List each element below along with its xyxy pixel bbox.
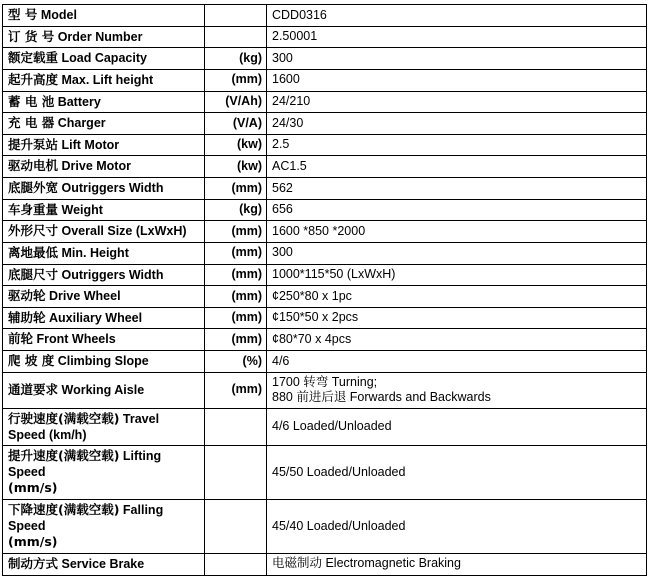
- row-label-en: Outriggers Width: [61, 181, 164, 195]
- row-label-cn: 充 电 器: [8, 115, 55, 131]
- row-unit: (kw): [205, 134, 267, 156]
- row-label: [3, 26, 205, 48]
- table-row: [3, 307, 647, 329]
- table-row: [3, 69, 647, 91]
- row-label-en: Weight: [61, 202, 103, 217]
- row-value: 4/6 Loaded/Unloaded: [267, 408, 647, 445]
- row-label-en: Auxiliary Wheel: [49, 310, 143, 325]
- row-value: 45/40 Loaded/Unloaded: [267, 500, 647, 554]
- row-label-cn: 制动方式: [8, 555, 59, 571]
- row-label-en: Max. Lift height: [61, 72, 154, 87]
- row-label: [3, 264, 205, 286]
- row-label: [3, 307, 205, 329]
- table-row: [3, 91, 647, 113]
- row-unit: (mm): [205, 264, 267, 286]
- row-value: 1600: [267, 69, 647, 91]
- row-label: [3, 553, 205, 575]
- row-label-unit-cn: (mm/s): [8, 534, 58, 550]
- row-unit: (mm): [205, 178, 267, 200]
- row-label: [3, 242, 205, 264]
- row-label-cn: 订 货 号: [8, 28, 55, 44]
- row-label-en: Min. Height: [61, 245, 129, 260]
- row-unit: (mm): [205, 286, 267, 308]
- table-row: [3, 221, 647, 243]
- row-value: 24/30: [267, 113, 647, 135]
- row-label-en: Lifting Speed: [8, 449, 162, 479]
- row-unit: (kg): [205, 48, 267, 70]
- row-value: 2.5: [267, 134, 647, 156]
- table-row: [3, 372, 647, 408]
- specification-table: [2, 4, 647, 576]
- row-unit: (kw): [205, 156, 267, 178]
- table-row: [3, 408, 647, 445]
- row-label: [3, 134, 205, 156]
- row-label-en: Service Brake: [61, 556, 145, 571]
- row-label-cn: 提升速度(满载空载): [8, 448, 120, 464]
- row-label-en: Outriggers Width: [61, 267, 164, 282]
- row-unit: [205, 500, 267, 554]
- row-unit: [205, 553, 267, 575]
- row-value-line: 1700 转弯 Turning;: [272, 374, 378, 389]
- row-value: 45/50 Loaded/Unloaded: [267, 446, 647, 500]
- row-label-en: Battery: [57, 94, 101, 109]
- row-value: [267, 372, 647, 408]
- row-label-cn: 驱动轮: [8, 288, 46, 304]
- row-value-line: 880 前进后退 Forwards and Backwards: [272, 390, 491, 405]
- row-unit: (mm): [205, 69, 267, 91]
- row-label-cn: 离地最低: [8, 244, 59, 260]
- row-value: 电磁制动 Electromagnetic Braking: [267, 553, 647, 575]
- row-label-cn: 外形尺寸: [8, 223, 59, 239]
- row-label-en: Load Capacity: [61, 51, 147, 66]
- table-row: [3, 286, 647, 308]
- row-value: 24/210: [267, 91, 647, 113]
- table-row: [3, 553, 647, 575]
- row-label: [3, 329, 205, 351]
- row-value: 562: [267, 178, 647, 200]
- row-value: AC1.5: [267, 156, 647, 178]
- row-unit: [205, 408, 267, 445]
- row-value: 300: [267, 242, 647, 264]
- row-label-cn: 前轮: [8, 331, 34, 347]
- table-row: [3, 446, 647, 500]
- row-label-unit-cn: (mm/s): [8, 480, 58, 496]
- row-unit: (mm): [205, 221, 267, 243]
- row-unit: (%): [205, 351, 267, 373]
- row-label-cn: 行驶速度(满载空载): [8, 410, 120, 426]
- row-value: 1600 *850 *2000: [267, 221, 647, 243]
- row-value: ¢150*50 x 2pcs: [267, 307, 647, 329]
- row-value: ¢80*70 x 4pcs: [267, 329, 647, 351]
- row-label: [3, 113, 205, 135]
- row-label-cn: 提升泵站: [8, 136, 59, 152]
- row-value: CDD0316: [267, 5, 647, 27]
- table-body: [3, 5, 647, 576]
- row-label: [3, 408, 205, 445]
- row-label-en: Drive Motor: [61, 159, 131, 174]
- table-row: [3, 264, 647, 286]
- row-label-cn: 底腿外宽: [8, 180, 59, 195]
- row-unit: [205, 446, 267, 500]
- row-label-cn: 下降速度(满载空载): [8, 502, 120, 517]
- row-value: ¢250*80 x 1pc: [267, 286, 647, 308]
- row-unit: (mm): [205, 307, 267, 329]
- row-label: [3, 500, 205, 554]
- row-label: [3, 156, 205, 178]
- row-value: 1000*115*50 (LxWxH): [267, 264, 647, 286]
- table-row: [3, 329, 647, 351]
- row-value: 656: [267, 199, 647, 221]
- table-row: [3, 199, 647, 221]
- row-unit: (mm): [205, 372, 267, 408]
- row-unit: (mm): [205, 329, 267, 351]
- row-label: [3, 221, 205, 243]
- row-value: 4/6: [267, 351, 647, 373]
- row-unit: [205, 5, 267, 27]
- row-label-en: Falling Speed: [8, 503, 164, 533]
- row-value: 2.50001: [267, 26, 647, 48]
- row-label-cn: 驱动电机: [8, 158, 59, 174]
- row-unit: (mm): [205, 242, 267, 264]
- row-label-en: Charger: [57, 116, 106, 131]
- row-label-en: Working Aisle: [61, 382, 145, 397]
- row-label: [3, 446, 205, 500]
- row-label-en: Drive Wheel: [49, 289, 121, 304]
- row-label: [3, 178, 205, 200]
- table-row: [3, 5, 647, 27]
- table-row: [3, 113, 647, 135]
- row-label-en: Travel Speed (km/h): [8, 411, 160, 442]
- row-label-en: Order Number: [57, 29, 143, 44]
- row-label-cn: 车身重量: [8, 201, 59, 217]
- row-label: [3, 199, 205, 221]
- row-label: [3, 286, 205, 308]
- table-row: [3, 178, 647, 200]
- row-unit: (V/A): [205, 113, 267, 135]
- table-row: [3, 500, 647, 554]
- row-label-cn: 爬 坡 度: [8, 353, 55, 368]
- row-unit: (V/Ah): [205, 91, 267, 113]
- row-label-en: Climbing Slope: [57, 354, 149, 368]
- row-label-en: Lift Motor: [61, 137, 120, 152]
- row-label: [3, 372, 205, 408]
- table-row: [3, 134, 647, 156]
- table-row: [3, 351, 647, 373]
- table-row: [3, 242, 647, 264]
- row-label: [3, 69, 205, 91]
- row-label-cn: 通道要求: [8, 381, 59, 397]
- row-label-cn: 辅助轮: [8, 309, 46, 325]
- row-label-cn: 底腿尺寸: [8, 266, 59, 282]
- row-unit: (kg): [205, 199, 267, 221]
- row-label-cn: 蓄 电 池: [8, 93, 55, 109]
- row-label-cn: 型 号: [8, 7, 38, 22]
- row-label: [3, 5, 205, 27]
- row-value: 300: [267, 48, 647, 70]
- row-label-en: Overall Size (LxWxH): [61, 224, 187, 239]
- row-label-cn: 额定载重: [8, 50, 59, 66]
- row-label-en: Model: [40, 8, 77, 22]
- row-label: [3, 48, 205, 70]
- table-row: [3, 48, 647, 70]
- row-unit: [205, 26, 267, 48]
- table-row: [3, 26, 647, 48]
- row-label-cn: 起升高度: [8, 71, 59, 87]
- row-label: [3, 91, 205, 113]
- table-row: [3, 156, 647, 178]
- row-label-en: Front Wheels: [36, 332, 116, 347]
- row-label: [3, 351, 205, 373]
